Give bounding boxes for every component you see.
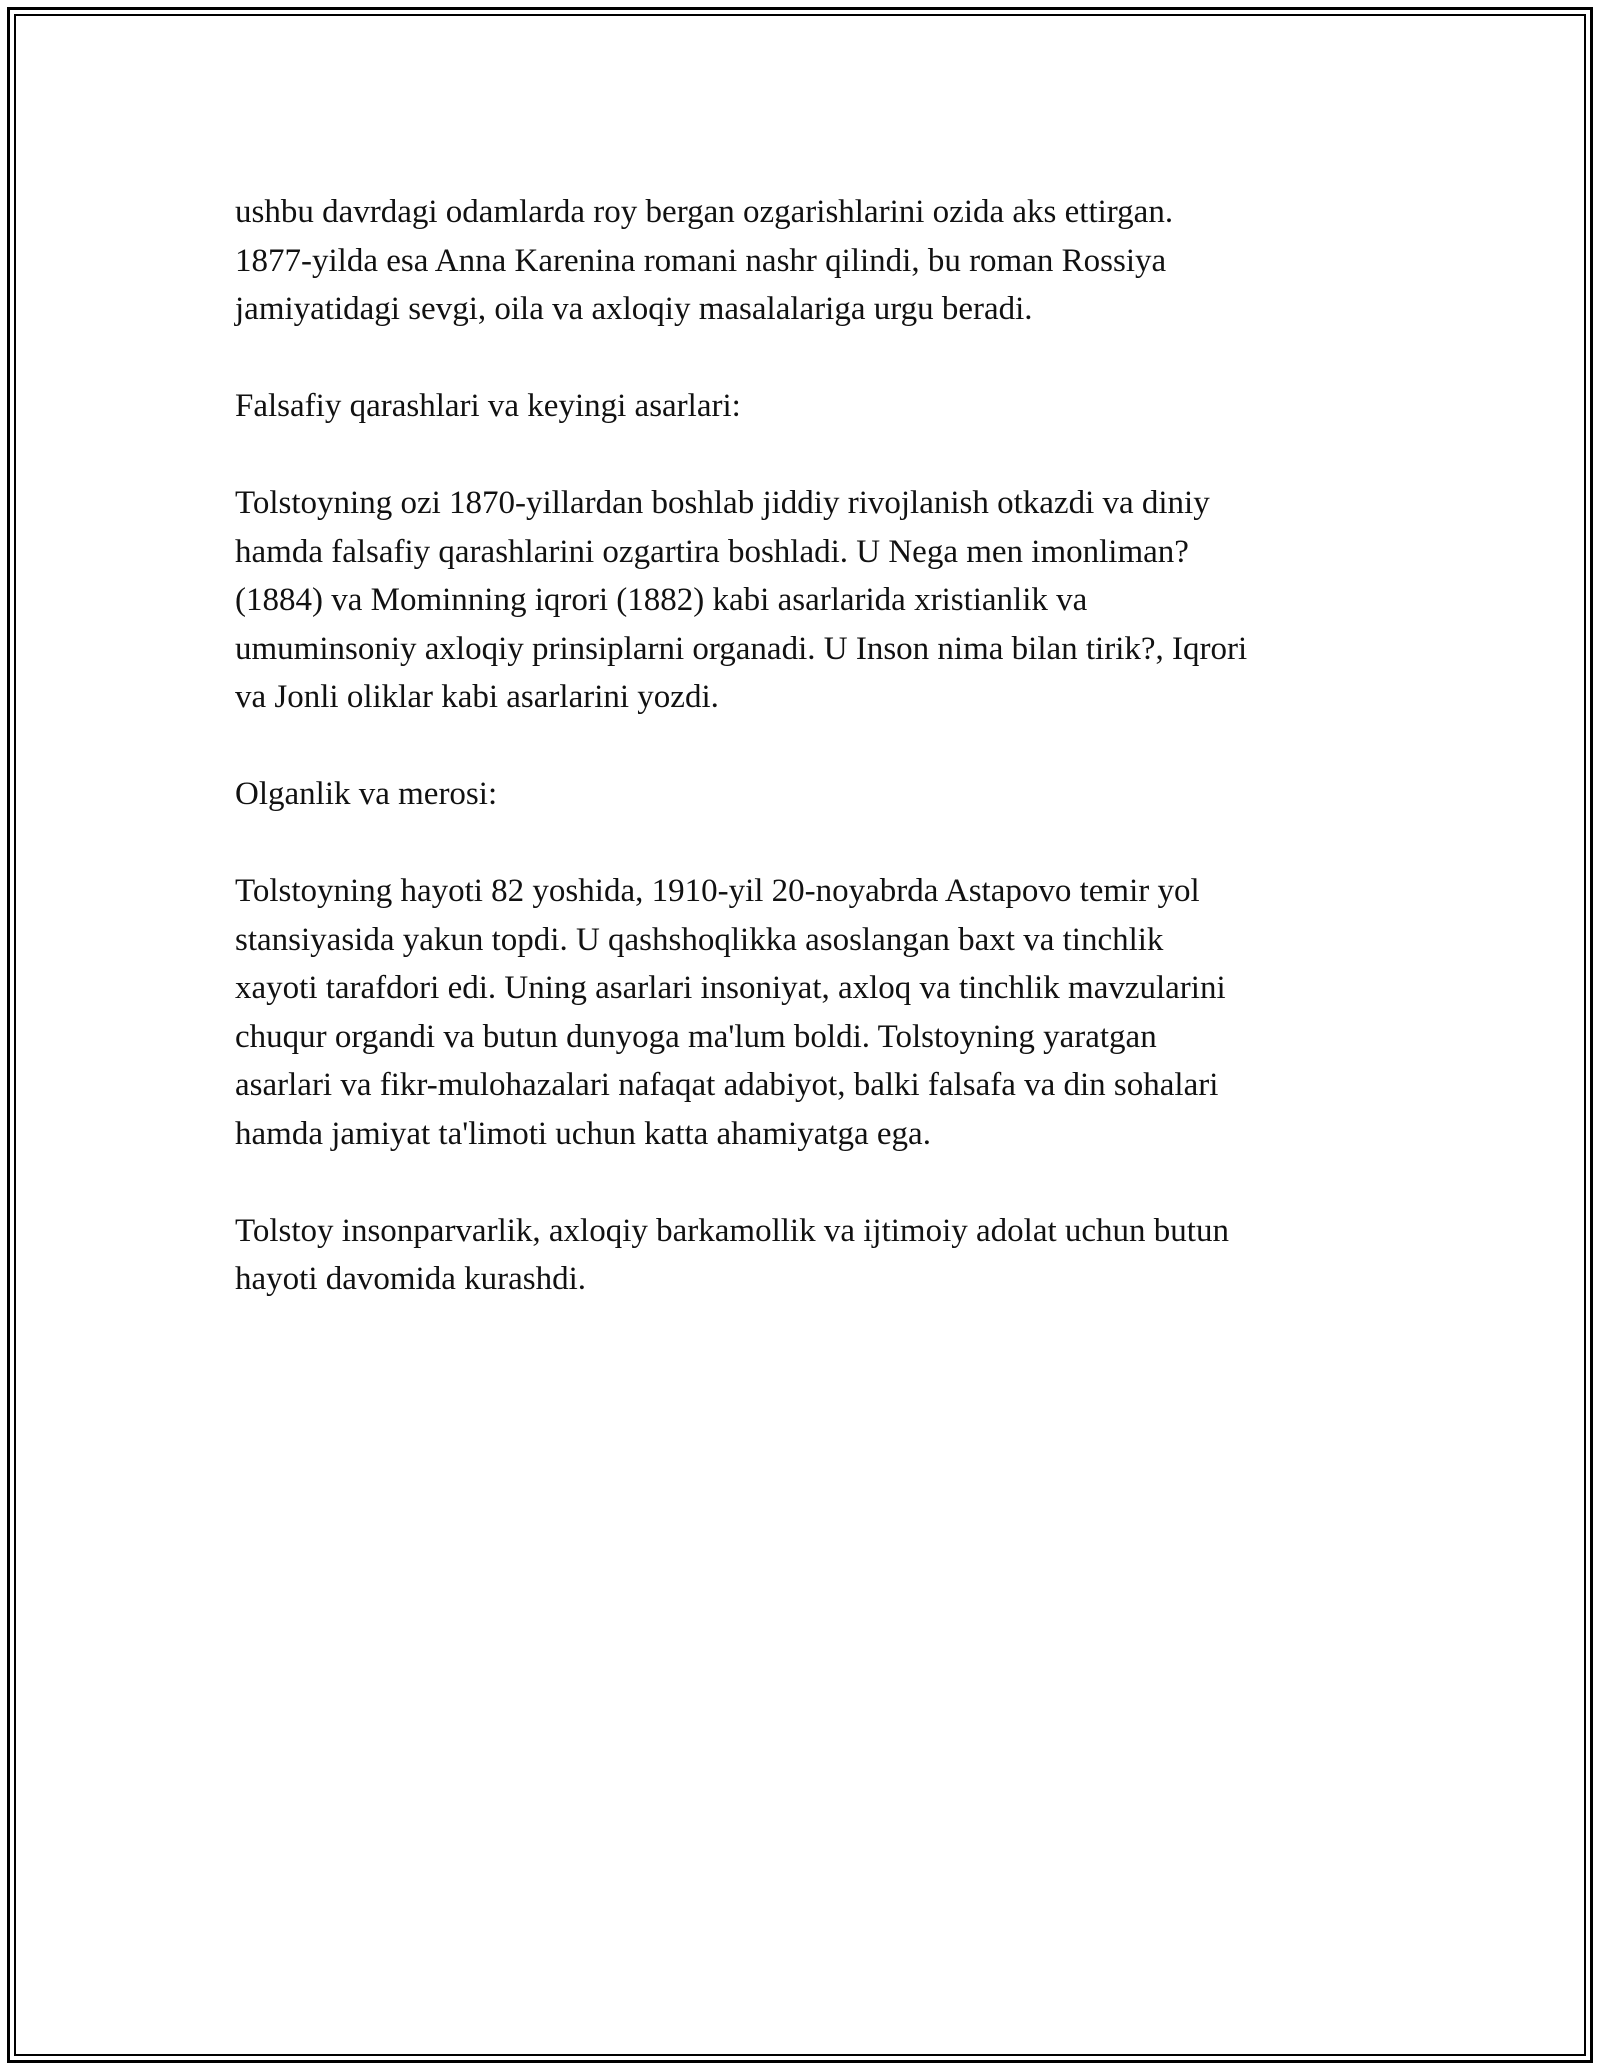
paragraph-closing: Tolstoy insonparvarlik, axloqiy barkamollik va ijtimoiy adolat uchun butun hayoti davomida kurashdi.: [235, 1212, 1229, 1297]
paragraph-legacy: Tolstoyning hayoti 82 yoshida, 1910-yil 20-noyabrda Astapovo temir yol stansiyasida yakun topdi. U qashshoqlikka asoslangan baxt va tinchlik xayoti tarafdori edi. Uning asarlari insoniyat, axloq va tinchlik mavzularini chuqur organdi va butun dunyoga ma'lum boldi. Tolstoyning yaratgan asarlari va fikr-mulohazalari nafaqat adabiyot, balki falsafa va din sohalari hamda jamiyat ta'limoti uchun katta ahamiyatga ega.: [235, 873, 1226, 1152]
paragraph-philosophy: Tolstoyning ozi 1870-yillardan boshlab jiddiy rivojlanish otkazdi va diniy hamda falsafiy qarashlarini ozgartira boshladi. U Nega men imonliman? (1884) va Mominning iqrori (1882) kabi asarlarida xristianlik va umuminsoniy axloqiy prinsiplarni organadi. U Inson nima bilan tirik?, Iqrori va Jonli oliklar kabi asarlarini yozdi.: [235, 485, 1248, 715]
section-heading-legacy: Olganlik va merosi:: [235, 776, 498, 812]
paragraph-continuation: ushbu davrdagi odamlarda roy bergan ozgarishlarini ozida aks ettirgan. 1877-yilda esa Anna Karenina romani nashr qilindi, bu roman Rossiya jamiyatidagi sevgi, oila va axloqiy masalalariga urgu beradi.: [235, 194, 1174, 327]
document-body: [235, 188, 1385, 1352]
section-heading-philosophy: Falsafiy qarashlari va keyingi asarlari:: [235, 388, 741, 424]
